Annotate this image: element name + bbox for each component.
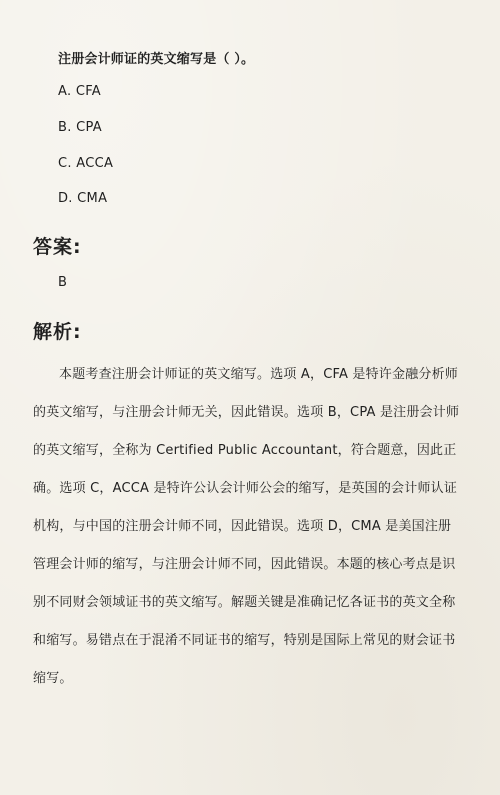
option-b: B. CPA	[58, 120, 102, 135]
option-c: C. ACCA	[58, 156, 114, 171]
answer-heading: 答案:	[33, 236, 82, 258]
option-d: D. CMA	[58, 191, 108, 206]
option-a: A. CFA	[58, 84, 101, 99]
question-stem: 注册会计师证的英文缩写是（ ）。	[58, 52, 255, 67]
analysis-body: 本题考查注册会计师证的英文缩写。选项 A，CFA 是特许金融分析师的英文缩写，与注册会计师无关，因此错误。选项 B，CPA 是注册会计师的英文缩写，全称为 Certified Public Accountant，符合题意，因此正确。选项 C，ACCA 是特许公认会计师公会的缩写，是英国的会计师认证机构，与中国的注册会计师不同，因此错误。选项 D，CMA 是美国注册管理会计师的缩写，与注册会计师不同，因此错误。本题的核心考点是识别不同财会领域证书的英文缩写。解题关键是准确记忆各证书的英文全称和缩写。易错点在于混淆不同证书的缩写，特别是国际上常见的财会证书缩写。	[33, 367, 460, 686]
answer-value: B	[58, 275, 67, 290]
analysis-heading: 解析:	[33, 321, 82, 343]
